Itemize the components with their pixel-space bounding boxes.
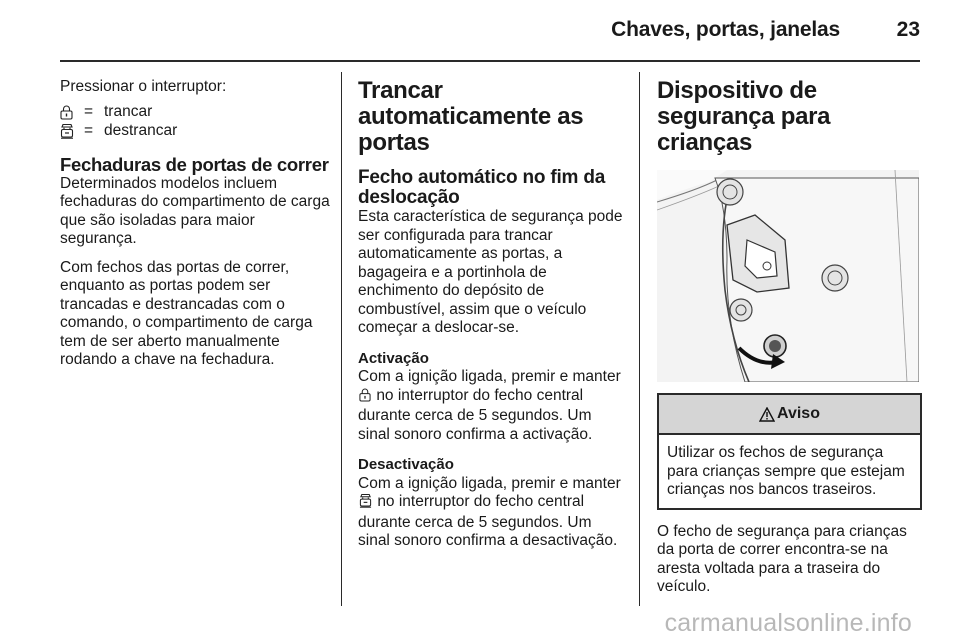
warning-label: Aviso — [777, 404, 820, 422]
sliding-door-locks-heading: Fechaduras de portas de correr — [60, 153, 329, 175]
legend-equals: = — [84, 121, 94, 139]
activation-text-after: no interruptor do fecho central durante cerca de 5 segundos. Um sinal sonoro confirma a activação. — [358, 386, 593, 443]
legend-equals: = — [84, 102, 94, 120]
warning-triangle-icon — [759, 407, 775, 422]
switch-intro: Pressionar o interruptor: — [60, 78, 227, 95]
activation-text — [358, 368, 623, 444]
deactivation-heading: Desactivação — [358, 456, 454, 473]
unlock-icon — [60, 123, 84, 139]
deactivation-text-before: Com a ignição ligada, premir e manter — [358, 474, 621, 492]
auto-lock-subtitle: Fecho automático no fim da deslocação — [358, 167, 606, 208]
column-3 — [657, 78, 922, 607]
column-divider-2 — [639, 72, 640, 606]
child-lock-drawing — [657, 170, 919, 382]
auto-lock-para: Esta característica de segurança pode ser configurada para trancar automaticamente as portas, a bagageira e a portinhola de enchimento do depósito de combustível, assim que o veículo começar a deslocar-se. — [358, 208, 623, 336]
warning-text: Utilizar os fechos de segurança para crianças sempre que estejam crianças nos bancos traseiros. — [667, 444, 905, 498]
legend-unlock-row — [60, 122, 330, 141]
child-lock-title: Dispositivo de segurança para crianças — [657, 77, 831, 156]
unlock-icon — [359, 493, 372, 514]
auto-lock-title: Trancar automaticamente as portas — [358, 77, 584, 156]
child-lock-description: O fecho de segurança para crianças da porta de correr encontra-se na aresta voltada para a traseira do veículo. — [657, 522, 907, 595]
legend-lock-label: trancar — [104, 102, 153, 120]
warning-body — [659, 435, 920, 508]
page-header-title: Chaves, portas, janelas — [611, 18, 840, 41]
activation-text-before: Com a ignição ligada, premir e manter — [358, 368, 621, 385]
column-1 — [60, 78, 330, 380]
child-lock-illustration — [657, 170, 919, 382]
sliding-door-para-2: Com fechos das portas de correr, enquanto as portas podem ser trancadas e destrancadas com o comando, o compartimento de carga tem de ser aberto manualmente rodando a chave na fechadura. — [60, 258, 313, 368]
sliding-door-para-1: Determinados modelos incluem fechaduras do compartimento de carga que são isoladas para maior segurança. — [60, 174, 330, 247]
legend-lock-row — [60, 103, 330, 122]
page-number: 23 — [896, 18, 920, 41]
lock-icon — [359, 388, 371, 408]
warning-header — [659, 395, 920, 435]
column-2 — [358, 78, 623, 561]
watermark: carmanualsonline.info — [664, 609, 912, 637]
legend-unlock-label: destrancar — [104, 121, 178, 139]
column-divider-1 — [341, 72, 342, 606]
warning-box — [657, 393, 922, 510]
deactivation-text — [358, 475, 623, 551]
deactivation-text-after: no interruptor do fecho central durante cerca de 5 segundos. Um sinal sonoro confirma a desactivação. — [358, 493, 618, 549]
lock-icon — [60, 105, 84, 120]
activation-heading: Activação — [358, 349, 429, 367]
header-rule — [60, 60, 920, 62]
